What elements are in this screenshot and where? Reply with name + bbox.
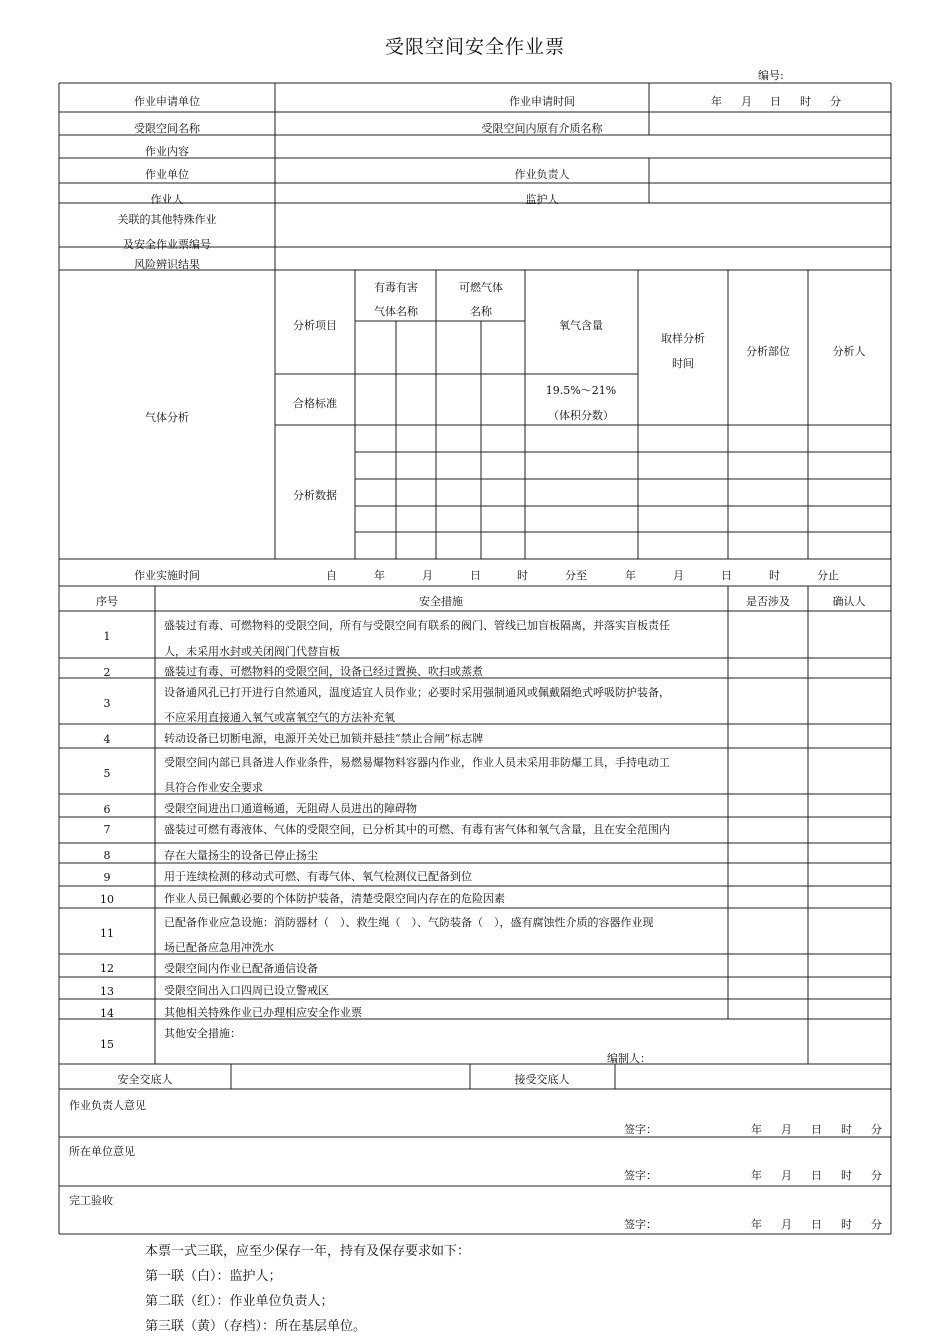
toxic-gas-label-2: 气体名称 [374, 305, 418, 318]
measure-no: 13 [100, 985, 114, 998]
measures-no-header: 序号 [96, 595, 118, 608]
measure-text: 受限空间内作业已配备通信设备 [164, 962, 318, 975]
measure-no: 3 [103, 697, 111, 710]
date-hour: 时 [841, 1218, 852, 1231]
apply-time-month: 月 [741, 95, 752, 108]
related-work-label-2: 及安全作业票编号 [123, 238, 211, 251]
measure-text: 用于连续检测的移动式可燃、有毒气体、氧气检测仪已配备到位 [164, 870, 472, 883]
exec-to-month: 月 [673, 569, 684, 582]
date-day: 日 [811, 1123, 822, 1136]
measure-no: 4 [103, 733, 111, 746]
measure-text: 盛装过有毒、可燃物料的受限空间，设备已经过置换、吹扫或蒸煮 [164, 665, 483, 678]
measure-text: 盛装过可燃有毒液体、气体的受限空间，已分析其中的可燃、有毒有害气体和氧气含量，且在安全范围内 [164, 823, 670, 836]
oxygen-standard-1: 19.5%～21% [545, 384, 617, 397]
measure-text: 场已配备应急用冲洗水 [164, 941, 274, 954]
measure-no: 11 [100, 927, 114, 940]
work-content-label: 作业内容 [145, 145, 189, 158]
exec-to-year: 年 [625, 569, 636, 582]
sample-time-label-1: 取样分析 [661, 332, 705, 345]
measure-text: 其他安全措施： [164, 1027, 241, 1040]
footer-note: 第一联（白）：监护人； [145, 1269, 282, 1284]
measure-no: 7 [103, 823, 111, 836]
date-month: 月 [781, 1123, 792, 1136]
date-year: 年 [751, 1123, 762, 1136]
toxic-gas-label-1: 有毒有害 [374, 281, 418, 294]
exec-from-day: 日 [470, 569, 481, 582]
footer-note: 本票一式三联，应至少保存一年，持有及保存要求如下： [145, 1244, 471, 1259]
space-name-label: 受限空间名称 [134, 122, 200, 135]
form-title: 受限空间安全作业票 [384, 36, 565, 58]
measure-no: 15 [100, 1038, 114, 1051]
measure-text: 不应采用直接通入氧气或富氧空气的方法补充氧 [164, 711, 395, 724]
apply-time-minute: 分 [830, 95, 841, 108]
date-hour: 时 [841, 1169, 852, 1182]
exec-from-year: 年 [374, 569, 385, 582]
exec-time-label: 作业实施时间 [134, 569, 200, 582]
measure-no: 6 [103, 803, 111, 816]
date-year: 年 [751, 1169, 762, 1182]
footer-note: 第三联（黄）（存档）：所在基层单位。 [145, 1319, 367, 1334]
date-minute: 分 [871, 1169, 882, 1182]
date-month: 月 [781, 1169, 792, 1182]
measure-no: 14 [100, 1007, 114, 1020]
measure-text: 受限空间出入口四周已设立警戒区 [164, 984, 329, 997]
exec-to: 分至 [565, 569, 587, 582]
work-leader-label: 作业负责人 [514, 168, 570, 181]
work-unit-label: 作业单位 [145, 168, 189, 181]
exec-to-minute-end: 分止 [817, 569, 839, 582]
involved-header: 是否涉及 [746, 595, 790, 608]
measure-text: 人，未采用水封或关闭阀门代替盲板 [164, 645, 340, 658]
signature-label: 签字： [624, 1123, 657, 1136]
risk-label: 风险辨识结果 [134, 258, 200, 271]
apply-time-year: 年 [711, 95, 722, 108]
handover-receiver-label: 接受交底人 [514, 1073, 570, 1086]
measure-no: 9 [103, 871, 111, 884]
flammable-gas-label-2: 名称 [470, 305, 492, 318]
measure-text: 受限空间内部已具备进人作业条件，易燃易爆物料容器内作业，作业人员未采用非防爆工具，手持电动工 [164, 756, 670, 769]
date-day: 日 [811, 1218, 822, 1231]
date-year: 年 [751, 1218, 762, 1231]
analysis-item-label: 分析项目 [293, 319, 337, 332]
serial-number-label: 编号: [758, 69, 784, 82]
date-minute: 分 [871, 1123, 882, 1136]
measure-text: 作业人员已佩戴必要的个体防护装备，清楚受限空间内存在的危险因素 [164, 892, 505, 905]
flammable-gas-label-1: 可燃气体 [459, 281, 503, 294]
measure-text: 转动设备已切断电源，电源开关处已加锁并悬挂“禁止合闸”标志牌 [164, 732, 484, 745]
date-month: 月 [781, 1218, 792, 1231]
medium-name-label: 受限空间内原有介质名称 [481, 122, 603, 135]
handover-giver-label: 安全交底人 [117, 1073, 173, 1086]
guardian-label: 监护人 [525, 193, 559, 206]
oxygen-standard-2: （体积分数） [548, 409, 614, 422]
compiler-label: 编制人： [607, 1052, 651, 1065]
opinion-label: 所在单位意见 [69, 1145, 135, 1158]
measure-text: 设备通风孔已打开进行自然通风，温度适宜人员作业；必要时采用强制通风或佩戴隔绝式呼吸防护装备， [164, 686, 670, 699]
measure-no: 10 [100, 893, 114, 906]
measure-text: 存在大量扬尘的设备已停止扬尘 [164, 849, 318, 862]
analysis-data-label: 分析数据 [293, 489, 337, 502]
analysis-part-label: 分析部位 [746, 345, 790, 358]
measure-text: 盛装过有毒、可燃物料的受限空间，所有与受限空间有联系的阀门、管线已加盲板隔离，并落实盲板责任 [164, 619, 670, 632]
measure-no: 5 [103, 767, 111, 780]
exec-to-hour: 时 [769, 569, 780, 582]
apply-time-day: 日 [770, 95, 781, 108]
opinion-label: 完工验收 [69, 1194, 113, 1207]
footer-note: 第二联（红）：作业单位负责人； [145, 1294, 334, 1309]
measures-header: 安全措施 [419, 595, 463, 608]
signature-label: 签字： [624, 1218, 657, 1231]
measure-no: 12 [100, 962, 114, 975]
measure-text: 受限空间进出口通道畅通，无阻碍人员进出的障碍物 [164, 802, 417, 815]
signature-label: 签字： [624, 1169, 657, 1182]
date-minute: 分 [871, 1218, 882, 1231]
oxygen-label: 氧气含量 [559, 319, 603, 332]
date-hour: 时 [841, 1123, 852, 1136]
measure-no: 1 [103, 630, 111, 643]
exec-from-hour: 时 [517, 569, 528, 582]
worker-label: 作业人 [150, 193, 184, 206]
measure-no: 2 [103, 666, 111, 679]
confirmer-header: 确认人 [832, 595, 866, 608]
related-work-label-1: 关联的其他特殊作业 [117, 213, 217, 226]
measure-text: 已配备作业应急设施：消防器材（ ）、救生绳（ ）、气防装备（ ），盛有腐蚀性介质的容器作业现 [164, 916, 654, 929]
measure-text: 其他相关特殊作业已办理相应安全作业票 [164, 1006, 362, 1019]
opinion-label: 作业负责人意见 [69, 1099, 146, 1112]
date-day: 日 [811, 1169, 822, 1182]
sample-time-label-2: 时间 [672, 357, 694, 370]
apply-time-label: 作业申请时间 [509, 95, 575, 108]
measure-no: 8 [103, 849, 111, 862]
exec-from: 自 [326, 569, 337, 582]
measure-text: 具符合作业安全要求 [164, 781, 263, 794]
apply-unit-label: 作业申请单位 [134, 95, 200, 108]
analyst-label: 分析人 [832, 345, 866, 358]
exec-from-month: 月 [422, 569, 433, 582]
apply-time-hour: 时 [800, 95, 811, 108]
gas-analysis-label: 气体分析 [145, 411, 189, 424]
standard-label: 合格标准 [293, 397, 337, 410]
exec-to-day: 日 [721, 569, 732, 582]
